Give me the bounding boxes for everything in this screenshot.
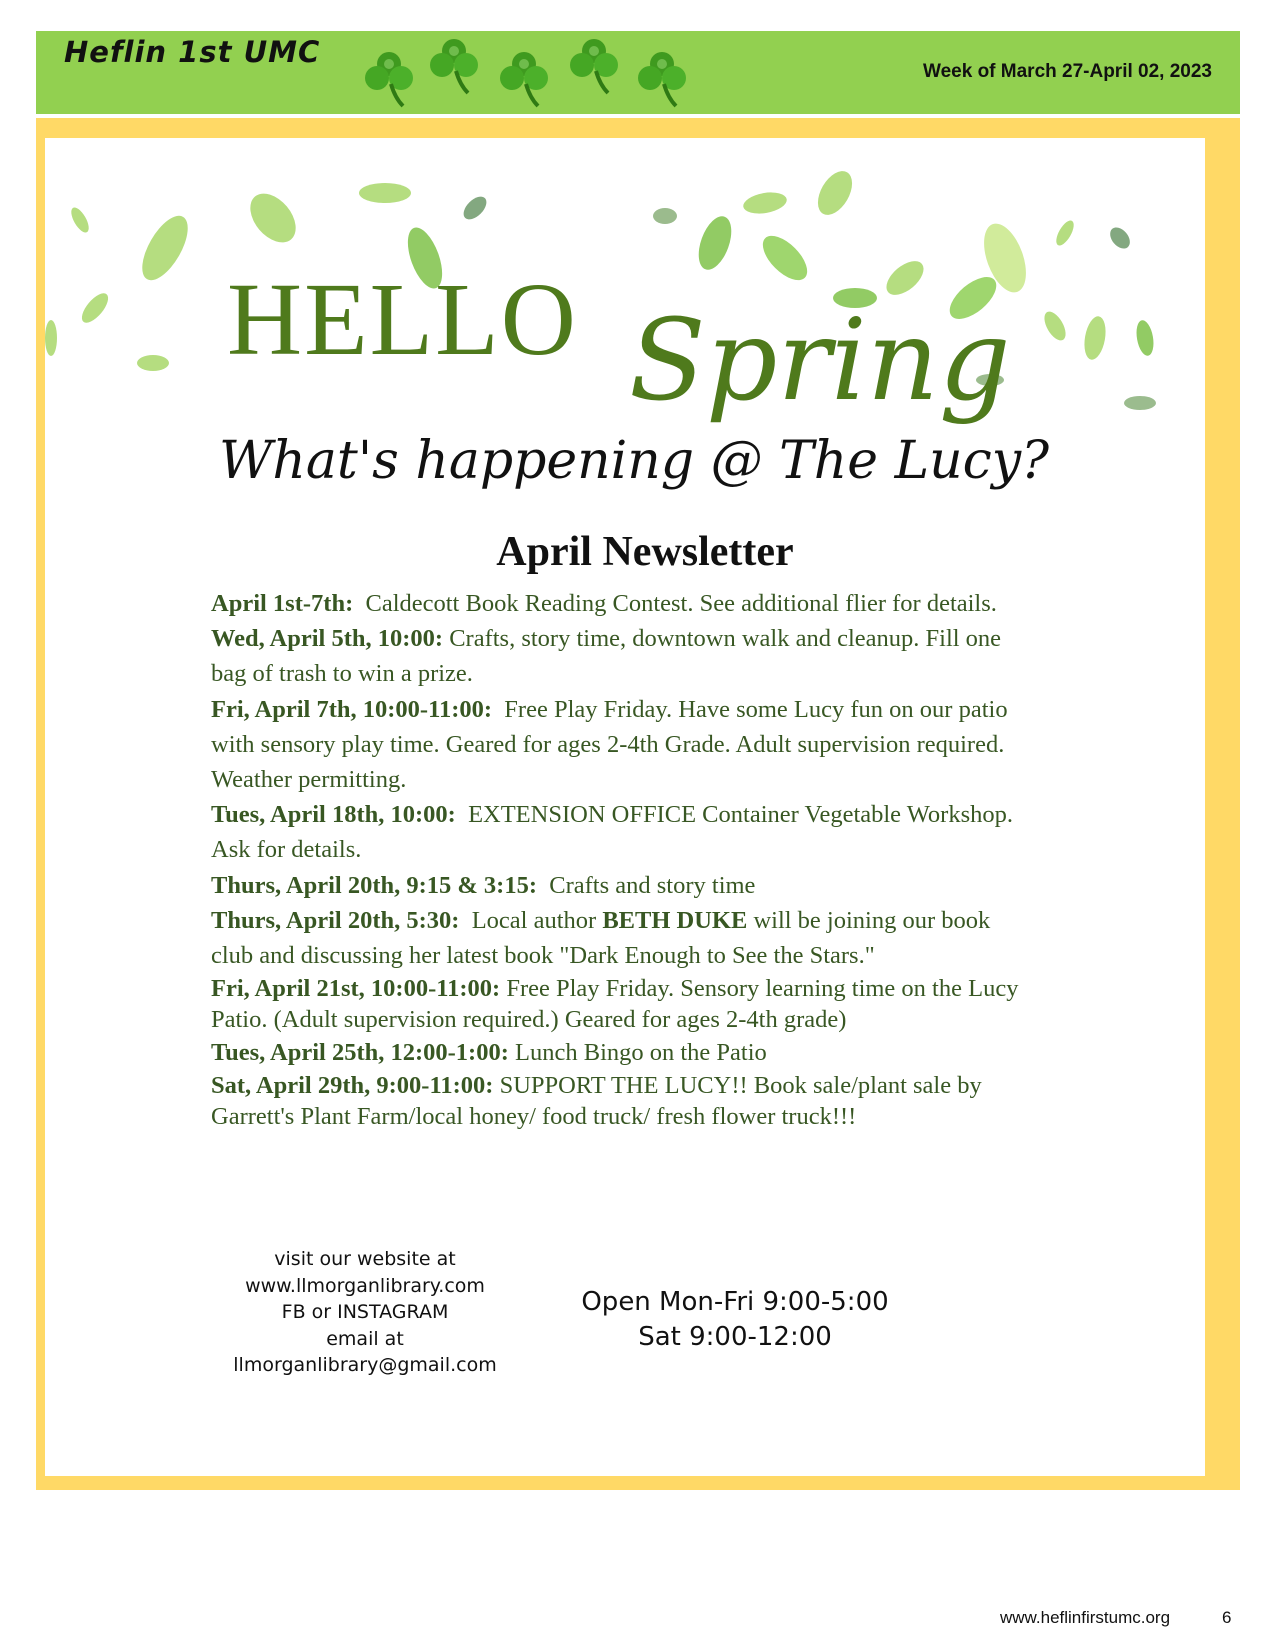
event-item: Sat, April 29th, 9:00-11:00: SUPPORT THE LUCY!! Book sale/plant sale by Garrett's Plant Farm/local honey/ food truck/ fresh flower truck!!! <box>211 1072 982 1131</box>
newsletter-card <box>45 138 1205 1476</box>
contact-line: email at <box>326 1327 404 1350</box>
contact-line: FB or INSTAGRAM <box>281 1301 449 1323</box>
footer-website[interactable]: www.heflinfirstumc.org <box>1000 1608 1171 1627</box>
newsletter-frame <box>36 118 1240 1490</box>
happening-subtitle: What's happening @ The Lucy? <box>218 431 1050 491</box>
weekday-hours: Open Mon-Fri 9:00-5:00 <box>581 1287 889 1317</box>
event-item: April 1st-7th: Caldecott Book Reading Contest. See additional flier for details. <box>211 590 997 617</box>
email-link[interactable]: llmorganlibrary@gmail.com <box>233 1354 497 1376</box>
newsletter-title: April Newsletter <box>496 529 794 575</box>
website-link[interactable]: www.llmorganlibrary.com <box>245 1274 485 1297</box>
header-band <box>36 31 1240 114</box>
event-item: Fri, April 7th, 10:00-11:00: Free Play Friday. Have some Lucy fun on our patio with sensory play time. Geared for ages 2-4th Grade. Adult supervision required. Weather permitting. <box>211 695 1008 794</box>
spring-heading: Spring <box>629 296 1011 426</box>
leaves-decoration <box>45 138 1205 438</box>
contact-info <box>215 1246 515 1379</box>
shamrock-icons <box>334 31 714 116</box>
contact-line: visit our website at <box>274 1248 456 1270</box>
event-item: Wed, April 5th, 10:00: Crafts, story time, downtown walk and cleanup. Fill one bag of trash to win a prize. <box>211 625 1002 688</box>
event-item: Thurs, April 20th, 5:30: Local author BETH DUKE will be joining our book club and discussing her latest book "Dark Enough to See the Stars." <box>211 906 991 970</box>
saturday-hours: Sat 9:00-12:00 <box>638 1322 832 1352</box>
page-number: 6 <box>1222 1608 1232 1627</box>
event-item: Fri, April 21st, 10:00-11:00: Free Play Friday. Sensory learning time on the Lucy Patio. (Adult supervision required.) Geared for ages 2-4th grade) <box>211 975 1019 1034</box>
event-item: Tues, April 25th, 12:00-1:00: Lunch Bingo on the Patio <box>211 1039 767 1067</box>
hello-heading: HELLO <box>227 262 578 377</box>
author-name: BETH DUKE <box>602 906 748 934</box>
event-item: Tues, April 18th, 10:00: EXTENSION OFFICE Container Vegetable Workshop. Ask for details. <box>211 801 1013 864</box>
events-list <box>211 586 1031 1132</box>
church-name: Heflin 1st UMC <box>64 35 321 69</box>
week-of-date: Week of March 27-April 02, 2023 <box>923 61 1212 82</box>
open-hours <box>545 1285 925 1355</box>
event-item: Thurs, April 20th, 9:15 & 3:15: Crafts and story time <box>211 871 756 899</box>
